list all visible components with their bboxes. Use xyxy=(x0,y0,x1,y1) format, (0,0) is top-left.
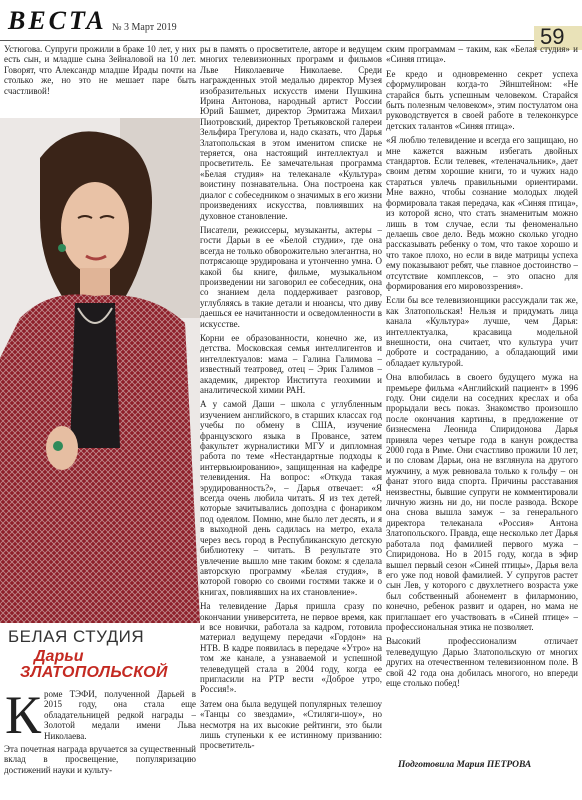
paragraph: А у самой Даши – школа с углубленным изучением английского, в старших классах год учебы по обмену в США, изучение французского языка в Провансе, затем факультет журналистики МГУ и дипломная работа по теме «Нестандартные подходы к интервьюированию», защищенная на кафедре телевидения. На вопрос: «Откуда такая эрудированность?», – Дарья отвечает: «Я всегда очень любила читать. Я из тех детей, которые зачитывались допоздна с фонариком под одеялом. Помню, мне было лет десять, и я в выходной день садилась на метро, ехала через весь город в Республиканскую детскую библиотеку – читать. В результате это увлечение вышло мне таким боком: я сделала авторскую программу «Белая студия», в которой говорю со своими гостями также и о книгах, повлиявших на их становление». xyxy=(200,399,382,597)
author-credit: Подготовила Мария ПЕТРОВА xyxy=(398,760,532,770)
page-number: 59 xyxy=(540,24,565,49)
rubric-title: БЕЛАЯ СТУДИЯ xyxy=(8,627,145,646)
page-header xyxy=(0,0,582,49)
paragraph: Корни ее образованности, конечно же, из детства. Московская семья интеллигентов и интеллектуалов: мама – Галина Галимова – известный театровед, отец – Эрик Галимов – академик, директор Института геохимии и аналитической химии РАН. xyxy=(200,332,382,395)
paragraph: Устюгова. Супруги прожили в браке 10 лет, у них есть сын, и младше сына Зейналовой на 10 лет. Говорят, что Александр младше Ирады почти на столько же, но это не мешает паре быть счастливой! xyxy=(4,44,196,96)
headline-name-line2: ЗЛАТОПОЛЬСКОЙ xyxy=(20,664,168,681)
portrait-image xyxy=(0,118,200,623)
issue-info: № 3 Март 2019 xyxy=(112,22,177,33)
drop-cap: К xyxy=(5,685,42,745)
paragraph: роме ТЭФИ, полученной Дарьей в 2015 году, она стала еще обладательницей редкой награды – Золотой медали имени Льва Николаева. xyxy=(44,689,196,741)
header-rule xyxy=(0,40,540,41)
paragraph: Эта почетная награда вручается за существенный вклад в просвещение, популяризацию достижений науки и культу- xyxy=(4,744,196,775)
paragraph: Затем она была ведущей популярных телешоу «Танцы со звездами», «Стиляги-шоу», но несмотря на их высокие рейтинги, это были лишь ступеньки к ее истинному призванию: просветитель- xyxy=(200,698,382,751)
paragraph: Ее кредо и одновременно секрет успеха сформулирован когда-то Эйнштейном: «Не старайся быть успешным человеком. Старайся быть полезным человеком», этим постулатом она руководствуется в своей работе в телеконкурсе детских талантов «Синяя птица». xyxy=(386,68,578,131)
paragraph: Писатели, режиссеры, музыканты, актеры – гости Дарьи в ее «Белой студии», где она всегда не только обворожительно элегантна, но потрясающе эрудирована и утонченно умна. О какой бы книге, фильме, музыкальном произведении ни заговорил ее собеседник, она со знанием дела поддерживает разговор, углубляясь в такие детали и нюансы, что диву даешься ее начитанности и осведомленности в искусстве. xyxy=(200,224,382,329)
paragraph: «Я люблю телевидение и всегда его защищаю, но мне кажется важным избегать двойных стандартов. Если телевек, «теленачальник», дает своим детям хорошие книги, то и чужих надо стараться увлечь правильными ориентирами. Мне важно, чтобы сознание молодых людей формировала такая передача, как «Синяя птица», из которой ясно, что стать знаменитым можно лишь в том случае, если ты феноменально делаешь свое дело. Ведь можно сколько угодно рассказывать ребенку о том, что такое хорошо и что такое плохо, но если в виде матрицы успеха ему показывают ребят, чье главное достоинство – отсутствие комплексов, – это опасно для формирования его мировоззрения». xyxy=(386,135,578,291)
paragraph: Она влюбилась в своего будущего мужа на премьере фильма «Английский пациент» в 1996 году. Они сидели на соседних креслах и оба прорыдали весь показ. Знакомство произошло после окончания картины, в предложение от бизнесмена Леонида Спиридонова Дарья приняла через четыре года в канун рождества 2000 года в Риме. Они счастливо прожили 10 лет, и по словам Дарьи, она не взглянула на другого мужчину, а муж ревновала только к гольфу – он фанат этого вида спорта. Причины расставания неизвестны, бывшие супруги не комментировали личную жизнь ни до, ни после развода. Вскоре она снова вышла замуж – за генерального директора телеканала «Россия» Антона Златопольского. Правда, еще несколько лет Дарья работала под фамилией первого мужа – Спиридонова. Но в 2015 году, когда в эфир вышел первый сезон «Синей птицы», Дарья вела его уже под новой фамилией. У супругов растет сын Лев, у которого с двухлетнего возраста уже был собственный абонемент в филармонию, конечно, ребенок развит и одарен, но мама не приглашает его участвовать в «Синей птице» – профессиональная этика не позволяет. xyxy=(386,372,578,632)
paragraph: Высокий профессионализм отличает телеведущую Дарью Златопольскую от многих других на отечественном телевизионном поле. В свой 42 года она добилась многого, но впереди еще столько побед! xyxy=(386,636,578,688)
paragraph: ры в память о просветителе, авторе и ведущем многих телевизионных программ и фильмов Льве Николаевиче Николаеве. Среди награжденных этой медалью директор Музея изобразительных искусств имени Пушкина Ирина Антонова, народный артист России Юрий Башмет, директор Эрмитажа Михаил Пиотровский, директор Третьяковской галереи Зельфира Трегулова и, надо сказать, что Дарья Златопольская в этом именитом списке не теряется, она настоящий интеллектуал и просветитель. Ее замечательная программа «Белая студия» на телеканале «Культура» воистину познавательна. Она построена как диалог с собеседником о значимых в его жизни произведениях искусства, повлиявших на духовное становление. xyxy=(200,44,382,221)
magazine-title: ВЕСТА xyxy=(8,6,107,35)
article-column-left-bottom-continued xyxy=(4,744,196,796)
article-column-middle xyxy=(200,44,382,788)
article-column-left-top xyxy=(4,44,196,118)
paragraph: Если бы все телевизионщики рассуждали так же, как Златопольская! Нельзя и придумать лица канала «Культура» лучше, чем Дарья: интеллектуалка, красавица модельной внешности, она считает, что культура учит доброте и состраданию, а обладающий ими обладает культурой. xyxy=(386,295,578,368)
portrait-photo xyxy=(0,118,200,623)
headline-name-line1: Дарьи xyxy=(34,648,84,665)
article-column-right xyxy=(386,44,578,740)
paragraph: На телевидение Дарья пришла сразу по окончании университета, не первое время, как и все новички, работала за кадром, готовила материал ведущему передачи «Гордон» на НТВ. В кадре появилась в передаче «Утро» на том же канале, а узнаваемой и успешной телеведущей стала в 2004 году, когда ее пригласили на РТР вести «Доброе утро, Россия!». xyxy=(200,601,382,695)
article-column-left-bottom xyxy=(44,689,196,743)
paragraph: ским программам – таким, как «Белая студия» и «Синяя птица». xyxy=(386,44,578,65)
